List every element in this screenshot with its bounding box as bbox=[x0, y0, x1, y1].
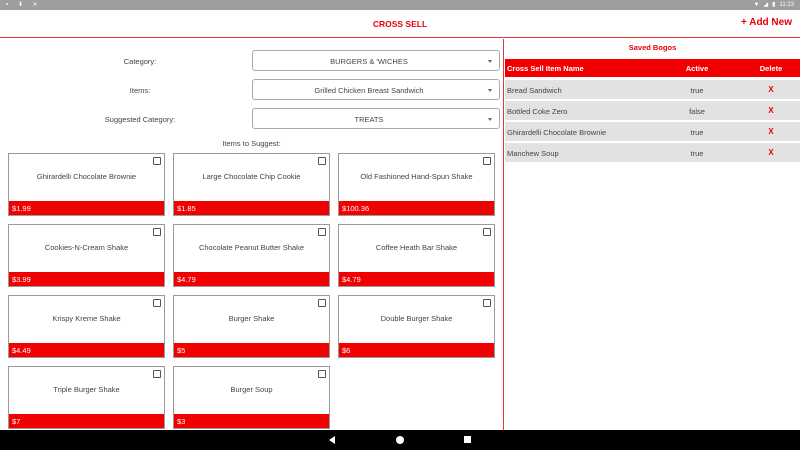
navigation-bar bbox=[0, 430, 800, 450]
suggest-item-checkbox[interactable] bbox=[483, 228, 491, 236]
suggest-item-price: $1.99 bbox=[9, 201, 164, 215]
suggest-item-card[interactable] bbox=[173, 295, 330, 358]
suggest-item-name: Cookies-N-Cream Shake bbox=[44, 243, 129, 252]
suggest-item-checkbox[interactable] bbox=[318, 299, 326, 307]
suggest-item-name: Large Chocolate Chip Cookie bbox=[202, 172, 301, 181]
chevron-down-icon bbox=[488, 89, 492, 92]
suggest-item-price: $6 bbox=[339, 343, 494, 357]
notification-icon: ▪ bbox=[6, 2, 13, 8]
app-header bbox=[0, 10, 800, 38]
wifi-icon: ▼ bbox=[753, 1, 760, 8]
suggest-item-card[interactable] bbox=[8, 224, 165, 287]
suggest-item-card[interactable] bbox=[173, 366, 330, 429]
suggest-item-name: Burger Soup bbox=[230, 385, 273, 394]
suggest-item-checkbox[interactable] bbox=[153, 157, 161, 165]
suggest-item-card[interactable] bbox=[8, 366, 165, 429]
suggest-item-checkbox[interactable] bbox=[318, 228, 326, 236]
row-item-name: Bread Sandwich bbox=[507, 86, 562, 95]
status-icons-right bbox=[754, 1, 794, 8]
row-active: true bbox=[690, 86, 704, 95]
delete-button[interactable]: X bbox=[768, 85, 774, 94]
suggest-item-card[interactable] bbox=[8, 295, 165, 358]
saved-table-header bbox=[505, 59, 800, 77]
table-row[interactable] bbox=[505, 101, 800, 121]
suggest-item-card[interactable] bbox=[173, 153, 330, 216]
add-new-button[interactable]: + Add New bbox=[740, 17, 792, 28]
suggest-item-name: Krispy Kreme Shake bbox=[52, 314, 121, 323]
chevron-down-icon bbox=[488, 60, 492, 63]
category-select[interactable] bbox=[252, 50, 500, 71]
suggest-item-card[interactable] bbox=[173, 224, 330, 287]
category-value: BURGERS & 'WICHES bbox=[330, 57, 408, 66]
saved-bogos-panel bbox=[505, 39, 800, 429]
suggest-item-price: $3 bbox=[174, 414, 329, 428]
suggest-item-price: $100.36 bbox=[339, 201, 494, 215]
category-row bbox=[0, 50, 503, 72]
suggest-item-price: $3.99 bbox=[9, 272, 164, 286]
suggested-category-row bbox=[0, 108, 503, 130]
status-icons-left bbox=[6, 1, 42, 8]
items-row bbox=[0, 79, 503, 101]
row-active: false bbox=[689, 107, 705, 116]
suggest-item-card[interactable] bbox=[8, 153, 165, 216]
suggest-item-name: Coffee Heath Bar Shake bbox=[375, 243, 458, 252]
suggest-item-name: Ghirardelli Chocolate Brownie bbox=[36, 172, 137, 181]
row-item-name: Ghirardelli Chocolate Brownie bbox=[507, 128, 607, 137]
suggested-category-select[interactable] bbox=[252, 108, 500, 129]
suggest-item-price: $1.85 bbox=[174, 201, 329, 215]
delete-button[interactable]: X bbox=[768, 148, 774, 157]
pane-divider bbox=[503, 39, 504, 430]
page-title: CROSS SELL bbox=[372, 19, 428, 29]
column-header-name: Cross Sell Item Name bbox=[507, 64, 584, 73]
x-icon: ✕ bbox=[32, 2, 42, 8]
delete-button[interactable]: X bbox=[768, 106, 774, 115]
clock: 11:23 bbox=[779, 1, 794, 8]
suggest-item-name: Triple Burger Shake bbox=[53, 385, 120, 394]
suggest-item-card[interactable] bbox=[338, 153, 495, 216]
suggest-item-price: $4.49 bbox=[9, 343, 164, 357]
suggest-item-price: $4.79 bbox=[339, 272, 494, 286]
suggest-item-checkbox[interactable] bbox=[153, 299, 161, 307]
signal-icon: ◢ bbox=[763, 2, 769, 8]
suggest-item-checkbox[interactable] bbox=[318, 370, 326, 378]
suggest-item-price: $4.79 bbox=[174, 272, 329, 286]
table-row[interactable] bbox=[505, 143, 800, 163]
row-active: true bbox=[690, 149, 704, 158]
suggest-item-checkbox[interactable] bbox=[483, 157, 491, 165]
suggest-item-card[interactable] bbox=[338, 295, 495, 358]
items-select[interactable] bbox=[252, 79, 500, 100]
suggested-category-label: Suggested Category: bbox=[104, 115, 176, 124]
download-icon: ⬇ bbox=[17, 2, 27, 8]
suggest-item-name: Double Burger Shake bbox=[380, 314, 453, 323]
suggest-item-price: $7 bbox=[9, 414, 164, 428]
saved-bogos-title: Saved Bogos bbox=[628, 43, 677, 52]
delete-button[interactable]: X bbox=[768, 127, 774, 136]
row-item-name: Manchew Soup bbox=[507, 149, 559, 158]
suggested-category-value: TREATS bbox=[354, 115, 384, 124]
suggest-item-name: Chocolate Peanut Butter Shake bbox=[198, 243, 305, 252]
column-header-active: Active bbox=[685, 64, 709, 73]
category-label: Category: bbox=[123, 57, 157, 66]
suggest-item-card[interactable] bbox=[338, 224, 495, 287]
suggest-item-checkbox[interactable] bbox=[153, 370, 161, 378]
suggest-item-checkbox[interactable] bbox=[153, 228, 161, 236]
suggest-item-price: $5 bbox=[174, 343, 329, 357]
row-active: true bbox=[690, 128, 704, 137]
suggest-item-name: Burger Shake bbox=[228, 314, 275, 323]
recent-apps-icon[interactable] bbox=[464, 436, 471, 443]
cross-sell-form bbox=[0, 39, 503, 429]
chevron-down-icon bbox=[488, 118, 492, 121]
suggest-item-checkbox[interactable] bbox=[483, 299, 491, 307]
status-bar bbox=[0, 0, 800, 10]
items-to-suggest-label: Items to Suggest: bbox=[222, 139, 281, 148]
home-icon[interactable] bbox=[396, 436, 404, 444]
items-value: Grilled Chicken Breast Sandwich bbox=[314, 86, 424, 95]
table-row[interactable] bbox=[505, 122, 800, 142]
suggest-item-name: Old Fashioned Hand-Spun Shake bbox=[360, 172, 473, 181]
battery-icon: ▮ bbox=[772, 2, 776, 8]
back-icon[interactable] bbox=[329, 436, 335, 444]
suggest-item-checkbox[interactable] bbox=[318, 157, 326, 165]
row-item-name: Bottled Coke Zero bbox=[507, 107, 568, 116]
items-label: Items: bbox=[129, 86, 151, 95]
column-header-delete: Delete bbox=[759, 64, 783, 73]
table-row[interactable] bbox=[505, 80, 800, 100]
